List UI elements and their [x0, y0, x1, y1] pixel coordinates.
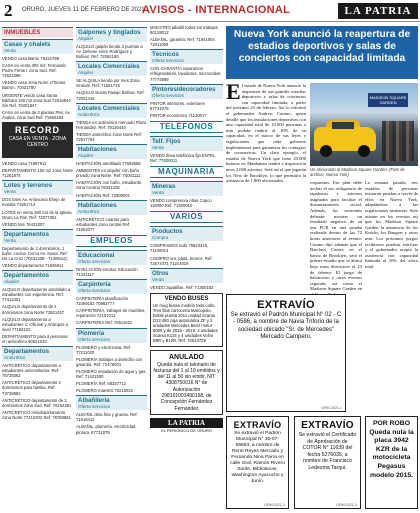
- anulado-notice: [150, 350, 223, 415]
- notice-text: Se extravió el Padrón Municipal N° 30-07-59663, a nombre de Rene Reyes Mercado y Fernando Nina Parra en calle Gral. Ramón Rivero Sorite, Bibliotecas, Washington Ayacucho y Junín.: [230, 431, 285, 484]
- classified-column-1: [2, 25, 73, 511]
- classified-ad: CON GARANTÍA reparamos refrigeradores, lavadoras, microondas 77774889: [150, 66, 221, 82]
- category-name: Pintores/decoradores: [152, 85, 216, 93]
- notice-title: EXTRAVÍO: [301, 420, 354, 431]
- category-header: [150, 226, 223, 241]
- category-subtitle: Anticrético: [4, 355, 26, 361]
- page-date: ORURO, JUEVES 11 DE FEBRERO DE 2021: [22, 7, 145, 13]
- article-photo: [310, 83, 418, 166]
- category-header: [150, 84, 223, 99]
- classified-ad: PLOMERO maestro 70210021: [76, 388, 134, 394]
- category-header: [150, 136, 223, 151]
- classified-ad: MAESTRO albañil todos los trabajos 60128012: [150, 25, 218, 36]
- category-name: Telf. Fijos: [152, 137, 181, 145]
- category-subtitle: Alquiler: [78, 36, 94, 41]
- classified-ad: PLOMERÍA trabajos a domicilio con garantía. Ref: 72476001: [76, 356, 143, 367]
- article-headline: Nueva York anunció la reapertura de estadios deportivos y salas de conciertos con capacidad limitada: [226, 26, 418, 79]
- category-header: [76, 144, 147, 159]
- notice-code: ORM-2021-2: [264, 503, 285, 507]
- category-header: [2, 229, 73, 244]
- wheel-shape: [320, 145, 332, 157]
- classified-ad: ALQUILO tienda Pasaje Bolívar. Ref: 72001415: [76, 90, 145, 101]
- notice-text: POR ROBO Queda nula la placa 3942 KZR de la motocicleta Pegasus modelo 2015.: [369, 420, 414, 479]
- page-header: [0, 0, 420, 22]
- article-dropcap: E: [226, 79, 241, 104]
- notice-text: Queda nula el talonario de facturas del 1 al 10 emitidos y del 11 al 50 sin emitir, NIT 4308750016 N° de Autorización 298101003490168, de Concepción Fernández Fernández: [153, 361, 220, 412]
- newspaper-logo: LA PATRIA: [338, 3, 418, 19]
- extravio-notice-1: [226, 294, 346, 412]
- classified-ad: CASA en venta de 3 plantas Ptel. Av. Ávalos, zona Sud Ref: 71864453: [2, 109, 71, 120]
- page-number: 2: [4, 1, 13, 20]
- classified-ad: HABITACIÓN con baño, estudiante, zona Central 76031328: [76, 180, 143, 191]
- classified-ad: PINTOR interiores, exteriores 67731078: [150, 100, 205, 111]
- category-subtitle: Oferta servicios: [78, 288, 110, 294]
- category-subtitle: Oferta servicios: [78, 336, 110, 342]
- category-name: Locales Comerciales: [78, 63, 140, 71]
- classified-ad: VENDO lote 76431007: [2, 221, 45, 227]
- category-name: Habitaciones: [78, 146, 117, 154]
- classified-ad: VENDO casa zona Norte c/Tomas Barron. 70421780: [2, 80, 66, 91]
- classified-ad: VENDO zapatillas. Ref: 71300182: [150, 284, 214, 290]
- category-subtitle: Compra: [152, 235, 169, 241]
- section-label: EMPLEOS: [76, 235, 147, 247]
- classified-column-2: [76, 25, 147, 511]
- photo-caption: Un aficionado al Madison Square Garden. (Foto de archivo, Nueva York): [310, 167, 405, 177]
- category-name: Técnicos: [152, 51, 179, 59]
- classified-ad: ANTICRÉTICO departamento a estudiantes universitarios. Ref: 75729362: [2, 363, 61, 379]
- notice-code: ORM-2021-3: [336, 503, 357, 507]
- category-name: Casas y chalets: [4, 41, 51, 48]
- category-header: [76, 103, 147, 118]
- category-name: Departamentos: [4, 348, 50, 356]
- classified-ad: Departamento de 2 dormitorios, 1 baño, cocina. Cerca Av. Sexta. Ref: De La Cruz (70431339 - 71306111): [2, 245, 68, 261]
- category-subtitle: Venta: [152, 144, 164, 150]
- newspaper-mini-tagline: EL PERIÓDICO DE ORURO: [161, 427, 212, 433]
- classified-ad: HABITACIÓN Ref: 72500001: [76, 192, 130, 198]
- category-name: Locales Comerciales: [78, 104, 140, 112]
- category-header: [2, 346, 73, 361]
- classified-ad: DOS lotes Av. Arrancava Ehejo de mazela 71551714: [2, 197, 66, 208]
- category-header: [76, 279, 147, 294]
- classified-ad: CARPINTERÍA planificación 72469162 70882777: [76, 296, 129, 307]
- category-name: Lotes y terrenos: [4, 182, 53, 190]
- ad-title: VENDO BUSES: [164, 295, 209, 302]
- classified-ad: COMPRAMOS todo 75623318, 71100014: [150, 243, 209, 254]
- classified-ad: VENDO departamento 71645911: [2, 263, 64, 269]
- category-name: Departamentos: [4, 272, 50, 280]
- classified-ad: ANTICRÉTICO departamento de 2 dormitorios zona Sud. Ref: 76162391: [2, 397, 72, 408]
- category-name: Habitaciones: [78, 201, 117, 209]
- category-header: [76, 328, 147, 343]
- category-subtitle: Venta: [152, 190, 164, 196]
- category-header: [76, 27, 147, 42]
- newspaper-mini-logo: LA PATRIA: [150, 418, 223, 428]
- classified-ad: VENDO casa 71697911: [2, 161, 47, 167]
- classified-ad: CARPINTERÍA Ref: 76511621: [76, 320, 133, 326]
- classified-ad: NIVELACIÓN escolar. Educación 71431117: [76, 266, 138, 277]
- classified-ad: CASA en venta 300 m2. Fernando Pedro Ferrari, zona Sud. Ref: 72621096: [2, 63, 66, 79]
- classified-ad: AMBIENTES en alquiler con baño privado zona Norte. Ref: 74041111: [76, 168, 141, 179]
- classified-ad: HABITACIÓN amoblada 77682558: [76, 161, 141, 167]
- classified-ad: TIENDA en anticrético mercado Plaza Fernández. Ref: 79130440: [76, 119, 147, 130]
- taxi-window-shape: [332, 122, 354, 129]
- classified-ad: VENDO casa Barrio 75421796: [2, 56, 60, 61]
- category-subtitle: Venta: [4, 237, 16, 243]
- section-label: VARIOS: [150, 211, 223, 223]
- article-body-column-1: [226, 79, 306, 289]
- real-estate-ad-logo: [2, 122, 73, 158]
- category-subtitle: Venta: [4, 48, 16, 53]
- category-name: Productos: [152, 228, 183, 236]
- category-header: [2, 180, 73, 195]
- notice-text: Se extravió el Padrón Municipal N° 02 - C - 0586, a nombre de Navia Triforio de la sociedad ubicado "Sr. de Mercedes" Mercado Campero.: [230, 312, 342, 341]
- category-header: [2, 39, 73, 54]
- classified-ad: LOTES en venta 360 m2 de la Iglesia Oruro La Paz. Ref: 72077361: [2, 209, 72, 220]
- category-name: Mineras: [152, 183, 176, 191]
- classified-column-3: [150, 25, 223, 511]
- category-header: [150, 268, 223, 283]
- article-text: l estado de Nueva York anunció la reapertura de sus grandes estadios deportivos y salas de conciertos con capacidad limitada, a partir del próximo 23 de febrero. Así lo informó el gobernador Andrew Cuomo, quien detalló que los instalaciones deportivas con una capacidad total de 10.000 personas o más podrán reabrir al 10% de su capacidad, en el marco de sus leyes y regulaciones que cada gobierno implementará para garantizar los contagios de coronavirus. Un claro ejemplo, el estadio de Nueva York que tiene 20.000 butacas en Manhattan tendrá a disposición unos 2.000 asientos. Será así el que jugarán los Nets de Brooklyn, lo que permitirá la asistencia de 1.800 aficionados.: [226, 83, 306, 184]
- category-header: [150, 181, 223, 196]
- category-name: Plomería: [78, 329, 105, 337]
- crowd-shape: [382, 121, 414, 161]
- category-subtitle: Anticrético: [78, 111, 100, 117]
- classified-ad: ANTICRÉTICO cuartos para estudiantes zona central Ref: 71862077: [76, 216, 131, 232]
- category-name: Otros: [152, 269, 169, 277]
- category-name: Educacional: [78, 251, 115, 259]
- category-subtitle: Alquiler: [4, 279, 20, 285]
- classified-ad: PINTOR económico 71130017: [150, 112, 207, 118]
- category-header: [76, 200, 147, 215]
- article-body-column-3: La semana pasada, tres estadios de personas iniciaron pruebas a través de ellos en Nueva York, adaptándose a las regulaciones sanitarias. Solo asisten en los eventos así que los Madison Square Garden la asistencia de los Knicks, los Rangers y otros más. Los próximos juegos recibieron pruebas estrictas y el gobernador aceptó la asistencia con capacidad limitada al 10% del aforo total.: [365, 180, 418, 269]
- classified-ad: TIENDA anticrético zona Norte Ref: 72517764: [76, 131, 142, 142]
- classified-ad: ALBAÑIL, plomería, electricidad, pintura. 67731078: [76, 424, 137, 435]
- classified-ad: ALBAÑIL, garantía. Ref: 71841004 72011008: [150, 37, 215, 48]
- category-header: [2, 27, 73, 37]
- wheel-shape: [358, 145, 370, 157]
- category-name: Departamentos: [4, 230, 50, 238]
- category-subtitle: Alquiler: [78, 70, 94, 76]
- classified-ad: PLOMERO y electricista. Ref: 77211020: [76, 344, 132, 355]
- category-subtitle: Oferta servicios: [152, 58, 184, 64]
- classified-ad: COMPRO oro, plata, bronce. Ref: 72574471 71214019: [150, 255, 213, 266]
- section-label: MAQUINARIA: [150, 166, 223, 178]
- classified-ad: ALQUILO departamento a estudiantes V. Oficinal y Anticipos a nivel 77192102: [2, 316, 68, 332]
- section-title: AVISOS - INTERNACIONAL: [142, 4, 291, 16]
- category-subtitle: Oferta servicios: [78, 258, 110, 264]
- category-subtitle: Oferta servicios: [78, 404, 110, 410]
- classified-ad: DEPARTAMENTO para 3 personas en anticrético 60521010: [2, 333, 68, 344]
- classified-ad: URGENTE vendo casa Santa Bárbara 150 m2 zona Sud 72516844 Sin Ref. 76201847: [2, 92, 71, 108]
- logo-text: RECORD: [14, 125, 60, 136]
- notice-title: EXTRAVÍO: [257, 299, 315, 311]
- notice-title: ANULADO: [169, 353, 204, 361]
- classified-ad: CARPINTERÍA, trabajos de muebles, reparación 72101012: [76, 308, 146, 319]
- category-name: Galpones y tinglados: [78, 29, 141, 36]
- classified-ad: ANTICRÉTICO departamento 2 dormitorios para familia. Ref: 73736882: [2, 380, 61, 396]
- por-robo-notice: [365, 416, 418, 509]
- classified-ad: VENDO compresora Atlas Copco 116000 Ref: 71500010: [150, 198, 212, 209]
- category-header: [150, 49, 223, 64]
- category-name: Albañilería: [78, 397, 110, 405]
- classified-ad: DEPARTAMENTO 150 m2 zona Norte 71251874: [2, 168, 73, 179]
- classified-ad: ALQUILO galpón tienda 3 puertas a Av. Dehene entre Rodríguez y Bolívar. Ref: 72062160: [76, 44, 143, 60]
- category-subtitle: Oferta servicios: [152, 92, 184, 98]
- ad-text: Un mug buses modelo todo caño. Tres filas carrocería Marcopolo. Doble puerta 2011 unidad Scania D13 480 caja automática ZF y 2 unidades Mercedes Benz motor 8000 y de 2015 - 2019. 3 unidades Scania K124 y 4 unidades Volvo B9R y B12R. Ref. 72513729: [153, 302, 218, 344]
- category-header: [76, 61, 147, 76]
- article-body-column-2: respuestas. Ese plan debe incluir el uso obligatorio de tapabocas y asientos asignados para facilitar el distanciamiento social. Además, los asistentes deberán mostrar un resultado negativo de su test PCR en una prueba realizada dentro de las 72 horas anteriores al evento. Cuomo dijo además que el Barclays Center, en el barrio de Brooklyn, será el primer estadio que se abrirá bajo estas directrices el 23 de febrero. El juego de baloncesto y otros eventos seguirán, así como el Madison Square Garden en: [310, 180, 362, 292]
- classified-ad: PLOMERÍA Ref: 68347712: [76, 381, 127, 387]
- classified-ad: ANTICRÉTICO minidepartamento zona Norte 77410302 Ref: 79780861: [2, 409, 71, 420]
- photo-sign: MADISON SQUARE GARDEN: [369, 95, 407, 105]
- classified-ad: ALQUILO departamento amoblado a estudiantes con experiencia. Ref: 77412451: [2, 287, 71, 303]
- category-name: INMUEBLES: [4, 29, 41, 36]
- category-subtitle: Alquiler: [78, 153, 94, 159]
- classified-ad: VENDO línea telefónica fija ENTEL Ref: 77600011: [150, 152, 216, 164]
- classified-ad: SE ALQUILA tienda por mes Zona Grande. Ref: 71561715: [76, 78, 140, 89]
- category-header: [76, 395, 147, 410]
- logo-subtext: CASA EN VENTA · ZONA CENTRO: [8, 136, 67, 149]
- category-subtitle: Venta: [4, 189, 16, 195]
- section-label: TELÉFONOS: [150, 121, 223, 133]
- category-name: Carpintería: [78, 281, 111, 289]
- classified-ad: ALBAÑIL obra fina y gruesa. Ref: 71516412: [76, 412, 138, 423]
- category-header: [2, 270, 73, 285]
- notice-title: EXTRAVÍO: [233, 420, 282, 430]
- classified-ad: ALQUILO departamento de 2 dormitorios zona Norte 72501457: [2, 304, 65, 315]
- vendo-buses-ad: [150, 293, 223, 347]
- notice-text: Se extravió el Certificado de Aprobación de COTOR N° 11639 del fecha 5276035, a nombre de Francisco Ledezma Tarqui.: [298, 432, 357, 471]
- category-header: [76, 250, 147, 265]
- classified-ad: PLOMERO instalación de agua y gas. Ref: 71421500: [76, 368, 147, 379]
- category-subtitle: Anticrético: [78, 208, 100, 214]
- category-subtitle: Venta: [152, 276, 164, 282]
- extravio-notice-2: [226, 416, 289, 509]
- notice-code: ORM-2021-1: [321, 406, 342, 410]
- extravio-notice-3: [294, 416, 361, 509]
